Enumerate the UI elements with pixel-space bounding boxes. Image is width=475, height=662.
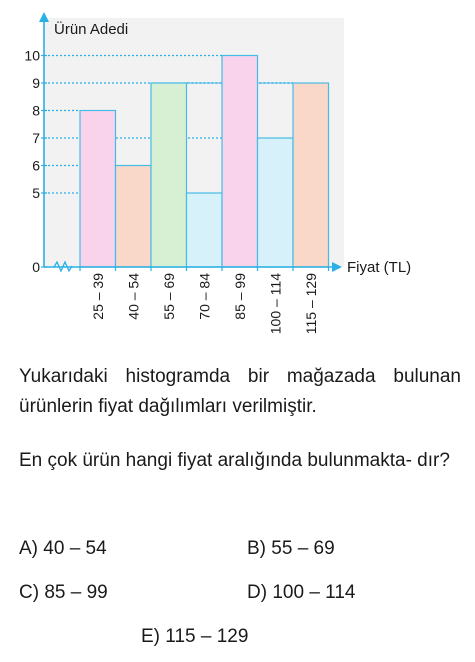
option-letter: C) [19,582,40,603]
y-tick-label: 8 [32,102,40,119]
histogram-bar [293,83,329,267]
x-axis-label: Fiyat (TL) [347,259,412,276]
option-b[interactable] [247,537,335,561]
option-letter: D) [247,582,268,603]
option-value: 100 – 114 [272,582,356,603]
x-tick-label: 100 – 114 [267,273,284,335]
y-tick-label: 6 [32,157,40,174]
y-tick-label: 10 [24,47,40,64]
y-tick-label: 0 [32,259,40,275]
option-d[interactable] [247,581,355,605]
question-text: En çok ürün hangi fiyat aralığında bulunmakta- dır? [19,450,450,471]
x-tick-label: 85 – 99 [231,273,248,320]
y-tick-label: 9 [32,75,40,91]
histogram-bar [151,83,187,267]
y-axis-arrow [39,12,49,22]
histogram-bar [258,138,294,267]
option-c[interactable] [19,581,108,605]
x-tick-label: 70 – 84 [196,273,213,320]
option-value: 115 – 129 [165,626,249,647]
histogram-bar [187,193,223,267]
y-tick-label: 7 [32,130,40,146]
y-tick-label: 5 [32,185,40,201]
option-a[interactable] [19,537,107,561]
option-letter: B) [247,538,266,559]
option-letter: E) [141,626,160,647]
histogram-bar [222,56,258,268]
histogram-bar [116,166,152,268]
x-tick-label: 55 – 69 [160,273,177,320]
option-value: 85 – 99 [44,582,108,603]
intro-text: Yukarıdaki histogramda bir mağazada bulunan ürünlerin fiyat dağılımları verilmiştir. [19,366,461,417]
x-tick-label: 115 – 129 [302,273,319,335]
option-letter: A) [19,538,38,559]
x-tick-label: 25 – 39 [89,273,106,320]
option-value: 40 – 54 [43,538,107,559]
option-value: 55 – 69 [271,538,335,559]
y-axis-label: Ürün Adedi [54,21,129,38]
x-tick-label: 40 – 54 [125,273,142,320]
option-e[interactable] [141,625,248,649]
histogram-bar [80,111,116,268]
